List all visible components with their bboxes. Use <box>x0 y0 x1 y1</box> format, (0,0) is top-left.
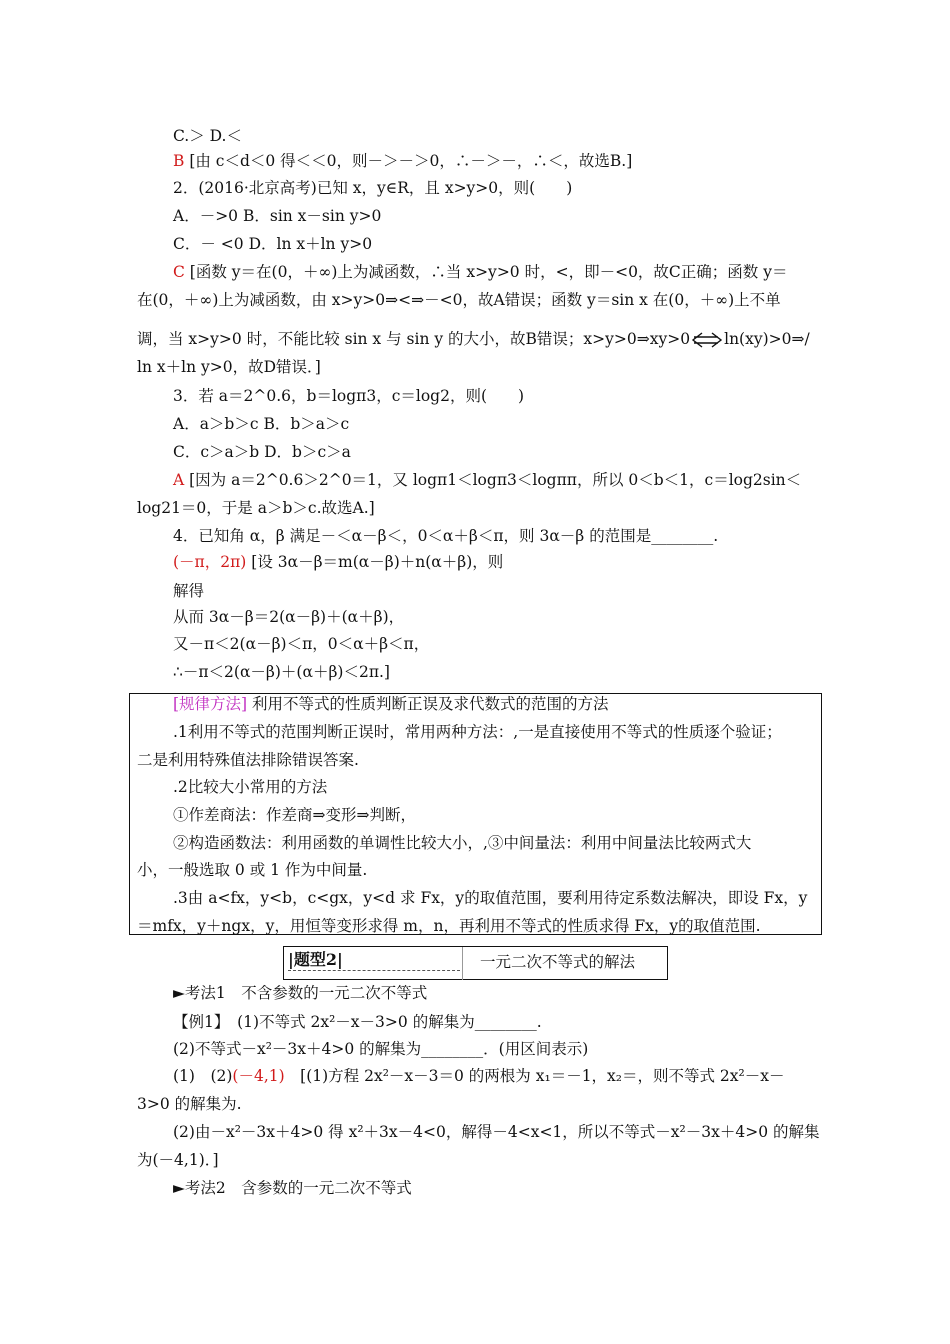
text-line-ans-3b <box>137 498 375 518</box>
text-line-ans-1 <box>173 151 632 171</box>
text-span: (2)不等式－x²－3x＋4>0 的解集为________．(用区间表示) <box>173 1040 589 1058</box>
text-line-ex1-ans2 <box>137 1094 242 1114</box>
text-span: 解得 <box>173 582 205 600</box>
section-tag <box>283 946 668 980</box>
text-span: (－π，2π) <box>173 553 247 571</box>
text-span: 从而 3α－β＝2(α－β)＋(α＋β)， <box>173 608 405 626</box>
section-tag-divider <box>462 947 463 980</box>
text-line-ex1-ans3 <box>173 1122 819 1142</box>
text-span: log21＝0，于是 a＞b＞c.故选A.] <box>137 499 375 517</box>
text-span: C <box>173 263 185 281</box>
text-line-ex1-ans <box>173 1066 785 1086</box>
text-line-ex1 <box>173 1012 542 1032</box>
text-line-q2-cd <box>173 234 372 254</box>
text-line-ans-4a <box>173 552 503 572</box>
text-line-q2-ab <box>173 206 381 226</box>
text-line-ans-2d <box>137 357 321 377</box>
text-line-k2 <box>173 1178 412 1198</box>
text-span: ►考法1 不含参数的一元二次不等式 <box>173 984 428 1002</box>
text-line-ans-4c <box>173 607 404 627</box>
text-line-ans-4e <box>173 662 390 682</box>
text-line-ex1-ans4 <box>137 1150 219 1170</box>
text-span: C．c＞a＞b D．b＞c＞a <box>173 443 351 461</box>
text-span: 小，一般选取 0 或 1 作为中间量. <box>137 861 368 879</box>
text-span: .2比较大小常用的方法 <box>173 778 328 796</box>
section-tag-label: |题型2| <box>288 950 460 971</box>
text-span: 2．(2016·北京高考)已知 x，y∈R，且 x>y>0，则( ) <box>173 179 573 197</box>
text-span: (1) (2) <box>173 1067 233 1085</box>
text-span: [函数 y＝在(0，＋∞)上为减函数，∴当 x>y>0 时，<，即－<0，故C正确；函数 y＝ <box>184 263 788 281</box>
text-span: ln x＋ln y>0，故D错误．] <box>137 358 321 376</box>
text-line-ans-2b <box>137 290 781 310</box>
text-span: ①作差商法：作差商⇒变形⇒判断， <box>173 806 416 824</box>
text-span: 【例1】 (1)不等式 2x²－x－3>0 的解集为________. <box>173 1013 542 1031</box>
text-span: [(1)方程 2x²－x－3＝0 的两根为 x₁＝－1，x₂＝，则不等式 2x²－x－ <box>284 1067 785 1085</box>
text-span: 3．若 a＝2^0.6，b＝logπ3，c＝log2，则( ) <box>173 387 525 405</box>
text-line-ans-4b <box>173 581 204 601</box>
text-span: 为(－4,1)．] <box>137 1151 219 1169</box>
text-span: ＝mfx，y＋ngx，y，用恒等变形求得 m，n，再利用不等式的性质求得 Fx，y的取值范围. <box>137 917 761 935</box>
double-arrow-icon <box>690 332 724 348</box>
text-span: ②构造函数法：利用函数的单调性比较大小，,③中间量法：利用中间量法比较两式大 <box>173 834 752 852</box>
text-span: ►考法2 含参数的一元二次不等式 <box>173 1179 412 1197</box>
text-span: A．a＞b＞c B．b＞a＞c <box>173 415 350 433</box>
text-span: ln(xy)>0⇒/ <box>724 330 810 348</box>
text-line-ans-4d <box>173 634 429 654</box>
text-line-ans-2c <box>137 329 810 349</box>
text-span: C．－ <0 D．ln x＋ln y>0 <box>173 235 373 253</box>
text-span: .3由 a<fx，y<b，c<gx，y<d 求 Fx，y的取值范围，要利用待定系数法解决，即设 Fx，y <box>173 889 808 907</box>
text-span: 调，当 x>y>0 时，不能比较 sin x 与 sin y 的大小，故B错误；x>y>0⇒xy>0 <box>137 330 691 348</box>
text-span: [规律方法] <box>173 695 248 713</box>
text-line-q2 <box>173 178 572 198</box>
text-line-k1 <box>173 983 427 1003</box>
text-span: (2)由－x²－3x＋4>0 得 x²＋3x－4<0，解得－4<x<1，所以不等式－x²－3x＋4>0 的解集 <box>173 1123 820 1141</box>
text-line-q3 <box>173 386 524 406</box>
text-span: 3>0 的解集为. <box>137 1095 242 1113</box>
text-span: 二是利用特殊值法排除错误答案. <box>137 751 359 769</box>
text-span: B <box>173 152 185 170</box>
text-line-ans-2a <box>173 262 787 282</box>
text-span: A <box>173 471 185 489</box>
text-line-opt-c-d-1 <box>173 126 242 146</box>
text-line-ex1-2 <box>173 1039 588 1059</box>
text-span: 4．已知角 α，β 满足－＜α－β＜，0＜α＋β＜π，则 3α－β 的范围是________. <box>173 527 719 545</box>
text-span: 在(0，＋∞)上为减函数，由 x>y>0⇒<⇒－<0，故A错误；函数 y＝sin x 在(0，＋∞)上不单 <box>137 291 781 309</box>
text-span: [因为 a＝2^0.6＞2^0＝1，又 logπ1＜logπ3＜logππ，所以 0＜b＜1，c＝log2sin＜ <box>184 471 802 489</box>
text-span: A．－>0 B．sin x－sin y>0 <box>173 207 382 225</box>
section-tag-title: 一元二次不等式的解法 <box>480 953 636 971</box>
text-span: C.＞ <box>173 127 205 145</box>
text-line-ans-3a <box>173 470 801 490</box>
text-span: 利用不等式的性质判断正误及求代数式的范围的方法 <box>247 695 609 713</box>
text-span: (－4,1) <box>232 1067 285 1085</box>
text-span: [由 c＜d＜0 得＜＜0，则－＞－＞0，∴－＞－，∴＜，故选B.] <box>184 152 633 170</box>
text-line-q3-cd <box>173 442 351 462</box>
text-span: D.＜ <box>204 127 242 145</box>
text-line-q4 <box>173 526 718 546</box>
text-line-q3-ab <box>173 414 349 434</box>
text-span: .1利用不等式的范围判断正误时，常用两种方法：,一是直接使用不等式的性质逐个验证； <box>173 723 782 741</box>
method-summary-box <box>129 693 822 935</box>
text-span: [设 3α－β＝m(α－β)＋n(α＋β)，则 <box>246 553 504 571</box>
text-span: 又－π＜2(α－β)＜π，0＜α＋β＜π， <box>173 635 430 653</box>
text-span: ∴－π＜2(α－β)＋(α＋β)＜2π.] <box>173 663 390 681</box>
